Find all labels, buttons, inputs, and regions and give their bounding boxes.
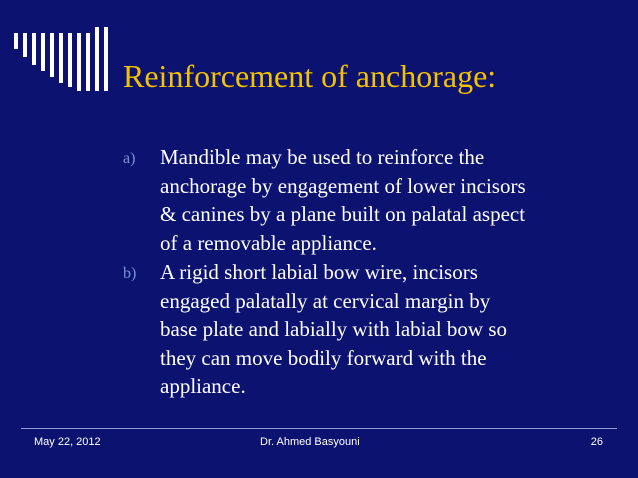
- list-item-line: appliance.: [160, 374, 246, 398]
- list-marker: b): [123, 265, 137, 282]
- list-item-line: base plate and labially with labial bow so: [160, 317, 507, 341]
- decorative-stripes: [14, 27, 114, 91]
- bullet-list: [120, 143, 620, 402]
- footer-author: Dr. Ahmed Basyouni: [260, 436, 360, 448]
- list-item-line: A rigid short labial bow wire, incisors: [160, 260, 478, 284]
- list-item-line: of a removable appliance.: [160, 230, 377, 255]
- list-item-line: anchorage by engagement of lower incisors: [160, 173, 526, 198]
- slide-title: Reinforcement of anchorage:: [123, 58, 497, 94]
- list-item-line: engaged palatally at cervical margin by: [160, 288, 491, 313]
- footer-date: May 22, 2012: [34, 436, 101, 448]
- list-marker: a): [123, 150, 136, 167]
- footer-divider: [21, 428, 617, 429]
- list-item-line: they can move bodily forward with the: [160, 345, 487, 370]
- list-item: [120, 143, 620, 257]
- list-item-line: Mandible may be used to reinforce the: [160, 145, 485, 169]
- list-item: [120, 258, 620, 401]
- slide-number: 26: [590, 436, 603, 448]
- list-item-line: & canines by a plane built on palatal aspect: [160, 202, 526, 226]
